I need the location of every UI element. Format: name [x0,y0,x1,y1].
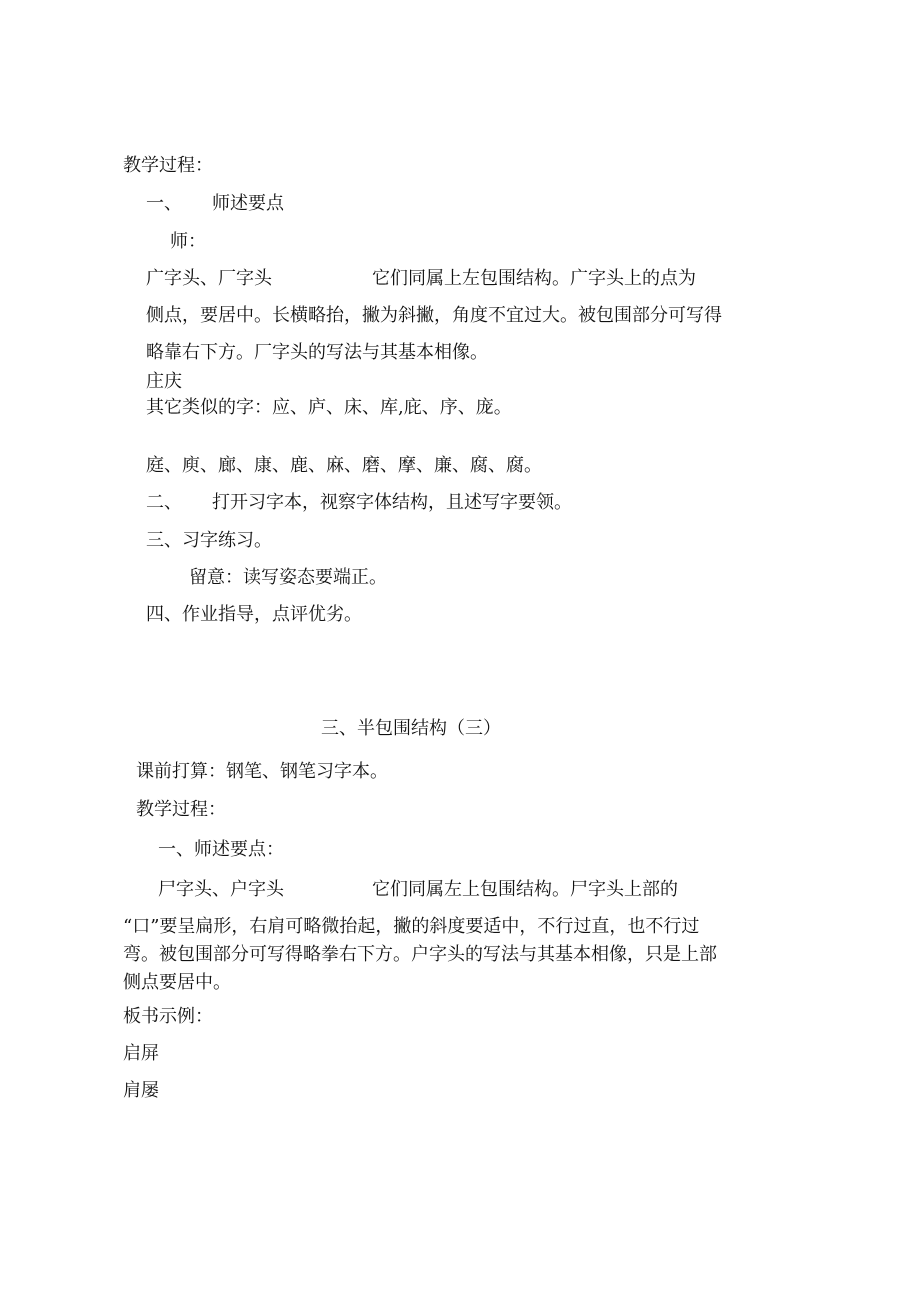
paragraph-text: 它们同属左上包围结构。尸字头上部的 [372,879,678,900]
paragraph-text: 侧点要居中。 [123,972,231,993]
paragraph-text: 侧点，要居中。长横略抬，撇为斜撇，角度不宜过大。被包围部分可写得 [146,305,722,326]
step-number: 二、 [146,492,182,513]
step-text: 打开习字本，视察字体结构，且述写字要领。 [212,492,572,513]
step-number: 一、 [146,193,182,214]
step-text: 四、作业指导，点评优劣。 [146,604,362,625]
similar-characters: 庭、庾、廊、康、鹿、麻、磨、摩、廉、腐、腐。 [146,455,542,476]
section-title: 三、半包围结构（三） [321,718,501,739]
prep-text: 课前打算：钢笔、钢笔习字本。 [136,761,388,782]
paragraph-text: 弯。被包围部分可写得略拳右下方。户字头的写法与其基本相像，只是上部 [123,944,717,965]
paragraph-text: 略靠右下方。厂字头的写法与其基本相像。 [146,342,488,363]
radical-names: 尸字头、户字头 [158,879,284,900]
section-heading: 教学过程： [123,155,213,176]
similar-characters: 其它类似的字：应、庐、床、库,庇、序、庞。 [146,397,512,418]
step-text: 三、习字练习。 [146,530,272,551]
board-label: 板书示例： [123,1006,213,1027]
step-text: 一、师述要点： [158,839,284,860]
example-characters: 启屏 [123,1043,159,1064]
paragraph-text: “口”要呈扁形，右肩可略微抬起，撇的斜度要适中，不行过直，也不行过 [123,916,700,937]
step-text: 师述要点 [212,193,284,214]
teacher-label: 师： [170,231,206,252]
radical-names: 广字头、厂字头 [146,268,272,289]
example-characters: 肩屡 [123,1080,159,1101]
section-heading: 教学过程： [136,799,226,820]
example-characters: 庄庆 [146,371,182,392]
note-text: 留意：读写姿态要端正。 [189,567,387,588]
paragraph-text: 它们同属上左包围结构。广字头上的点为 [372,268,696,289]
